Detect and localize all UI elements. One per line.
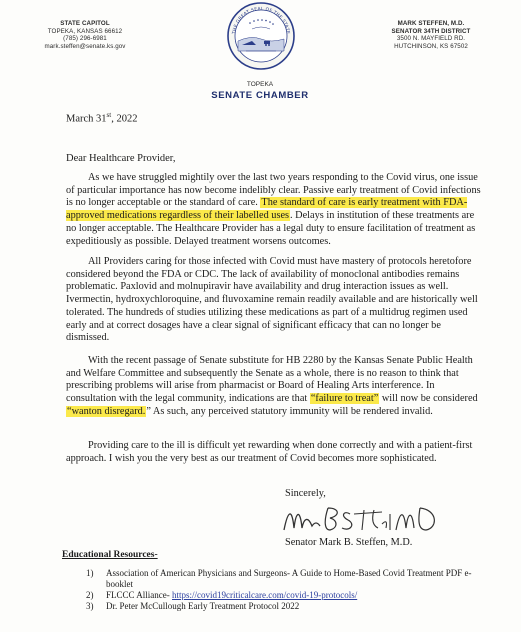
letterhead-right bbox=[371, 20, 491, 50]
address-capitol: STATE CAPITOL bbox=[60, 20, 110, 27]
resource-item: 2) FLCCC Alliance- https://covid19criticalcare.com/covid-19-protocols/ bbox=[86, 590, 358, 600]
senator-district: SENATOR 34TH DISTRICT bbox=[391, 27, 471, 35]
closing: Sincerely, bbox=[285, 488, 326, 499]
senator-name: MARK STEFFEN, M.D. bbox=[397, 20, 465, 27]
address-city: TOPEKA, KANSAS 66612 bbox=[47, 27, 123, 35]
highlight-standard-of-care: The standard of care is early treatment with FDA-approved medications regardless of their labelled uses bbox=[66, 197, 468, 222]
senator-street: 3500 N. MAYFIELD RD. bbox=[396, 35, 466, 43]
resource-item: 3) Dr. Peter McCullough Early Treatment Protocol 2022 bbox=[86, 601, 300, 611]
resource-item: 1) Association of American Physicians and Surgeons- A Guide to Home-Based Covid Treatment PDF e-booklet bbox=[86, 568, 472, 589]
resources-title: Educational Resources- bbox=[62, 550, 158, 560]
flccc-link[interactable]: https://covid19criticalcare.com/covid-19-protocols/ bbox=[172, 590, 358, 600]
handwritten-signature bbox=[278, 500, 448, 538]
senator-city: HUTCHINSON, KS 67502 bbox=[394, 42, 468, 50]
address-phone: (785) 296-6981 bbox=[63, 35, 107, 43]
letterhead-left bbox=[30, 20, 140, 50]
letterhead-city: TOPEKA bbox=[246, 81, 274, 88]
resources-list bbox=[86, 568, 486, 612]
signer-name: Senator Mark B. Steffen, M.D. bbox=[285, 537, 413, 548]
paragraph-2: All Providers caring for those infected with Covid must have mastery of protocols heretofore considered beyond the FDA or CDC. The lack of availability of monoclonal antibodies remains problematic. Paxlovid and molnupiravir have availability and drug interaction issues as well. Ivermectin, hydroxychloroquine, and fluvoxamine remain readily available and are historically well tolerated. The hundreds of studies utilizing these medications as part of a multidrug regimen used early and at correct dosages have a clear signal of significant efficacy that can no longer be dismissed. bbox=[66, 256, 478, 344]
greeting: Dear Healthcare Provider, bbox=[66, 153, 176, 164]
letter-date: March 31st, 2022 bbox=[66, 111, 138, 125]
svg-text:THE GREAT SEAL OF THE STATE: THE GREAT SEAL OF THE STATE bbox=[232, 6, 290, 35]
paragraph-3: With the recent passage of Senate substitute for HB 2280 by the Kansas Senate Public Health and Welfare Committee and subsequently the Senate as a whole, there is no reason to think that prescribing problems will arise from pharmacist or Board of Healing Arts interference. In consultation with the legal community, indications are that “failure to treat” will now be considered “wanton disregard.” As such, any perceived statutory immunity will be rendered invalid. bbox=[66, 355, 478, 417]
kansas-seal-icon bbox=[226, 1, 296, 71]
address-email: mark.steffen@senate.ks.gov bbox=[44, 42, 126, 50]
highlight-failure-to-treat: “failure to treat” bbox=[310, 393, 379, 405]
highlight-wanton-disregard: “wanton disregard. bbox=[67, 405, 146, 417]
paragraph-4: Providing care to the ill is difficult yet rewarding when done correctly and with a patient-first approach. I wish you the very best as our treatment of Covid becomes more sophisticated. bbox=[66, 440, 473, 464]
paragraph-1: As we have struggled mightily over the last two years responding to the Covid virus, one issue of particular importance has now become indelibly clear. Passive early treatment of Covid infections is no longer acceptable or the standard of care. The standard of care is early treatment with FDA-approved medications regardless of their labelled uses. Delays in institution of these treatments are no longer acceptable. The Healthcare Provider has a legal duty to ensure facilitation of treatment as expeditiously as possible. Delayed treatment worsens outcomes. bbox=[66, 172, 481, 247]
letterhead-chamber: SENATE CHAMBER bbox=[211, 90, 309, 101]
